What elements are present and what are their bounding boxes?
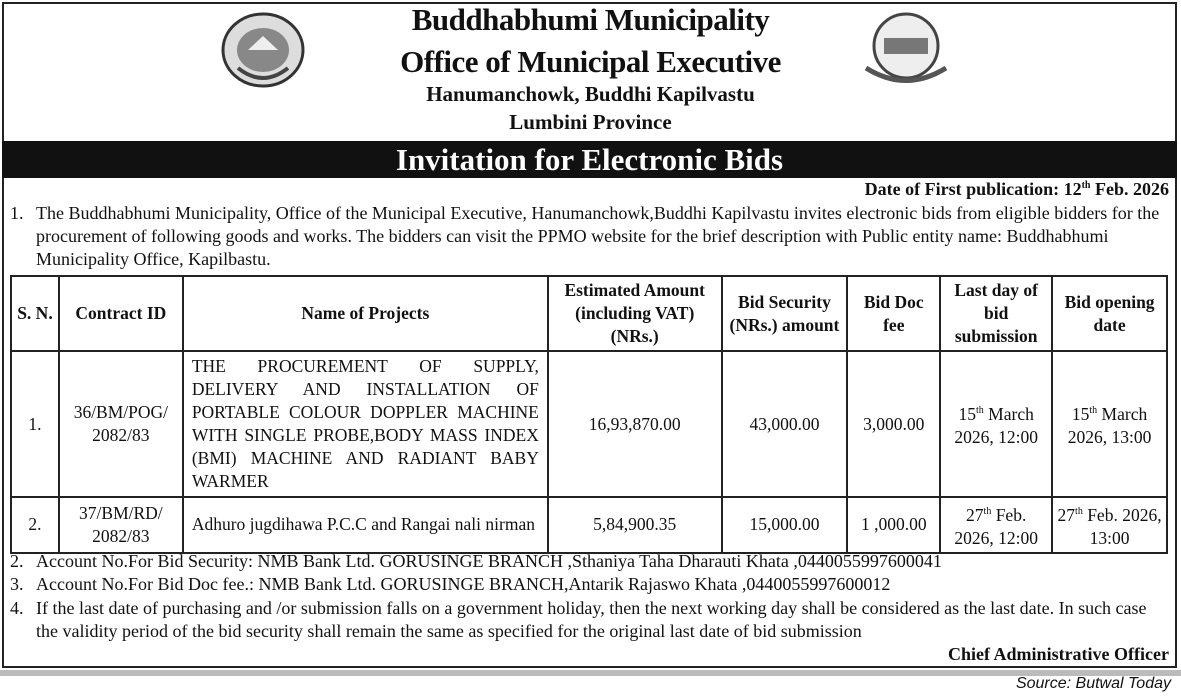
- date-label: Date of First publication: 12: [864, 179, 1082, 199]
- date-rest: Feb. 2026: [1090, 179, 1169, 199]
- sup: th: [1075, 506, 1083, 517]
- paragraph-1: [10, 202, 1170, 271]
- note-4: [10, 597, 1172, 643]
- rest: March 2026, 13:00: [1067, 403, 1152, 447]
- note-number: 3.: [10, 574, 24, 594]
- rest: Feb. 2026, 12:00: [954, 504, 1038, 548]
- cell-security: 43,000.00: [722, 351, 848, 497]
- cell-opening-date: [1052, 351, 1167, 497]
- cell-contract-id: 37/BM/RD/ 2082/83: [59, 497, 183, 553]
- table-header-row: [11, 276, 1167, 351]
- day: 15: [958, 403, 977, 424]
- source-credit: Source: Butwal Today: [1015, 675, 1171, 692]
- rest: March 2026, 12:00: [954, 403, 1038, 447]
- col-opening-date: Bid opening date: [1052, 276, 1167, 351]
- org-name: Buddhabhumi Municipality: [411, 2, 770, 37]
- cell-project-name: Adhuro jugdihawa P.C.C and Rangai nali nirman: [183, 497, 548, 553]
- cell-last-day: [940, 497, 1052, 553]
- cell-sn: 1.: [11, 351, 59, 497]
- notice-title: Invitation for Electronic Bids: [2, 141, 1177, 178]
- cell-fee: 3,000.00: [847, 351, 940, 497]
- col-estimated-amount: Estimated Amount (including VAT) (NRs.): [548, 276, 722, 351]
- office-name: Office of Municipal Executive: [400, 44, 781, 79]
- col-last-day: Last day of bid submission: [940, 276, 1052, 351]
- note-text: Account No.For Bid Doc fee.: NMB Bank Ltd. GORUSINGE BRANCH,Antarik Rajaswo Khata ,0440055997600012: [36, 574, 891, 594]
- para-number: 1.: [10, 203, 24, 223]
- cell-amount: 5,84,900.35: [548, 497, 722, 553]
- day: 27: [966, 504, 984, 525]
- cell-contract-id: 36/BM/POG/ 2082/83: [59, 351, 183, 497]
- note-text: Account No.For Bid Security: NMB Bank Ltd. GORUSINGE BRANCH ,Sthaniya Taha Dharauti Khata ,0440055997600041: [36, 551, 942, 571]
- signature: Chief Administrative Officer: [948, 644, 1169, 664]
- note-2: [10, 550, 1170, 573]
- sup: th: [983, 506, 992, 517]
- col-bid-doc-fee: Bid Doc fee: [847, 276, 940, 351]
- bids-table: [10, 275, 1168, 554]
- sup: th: [976, 405, 984, 417]
- col-bid-security: Bid Security (NRs.) amount: [722, 276, 848, 351]
- col-sn: S. N.: [11, 276, 59, 351]
- table-row: [11, 497, 1167, 553]
- rest: Feb. 2026, 13:00: [1082, 504, 1162, 548]
- cell-project-name: THE PROCUREMENT OF SUPPLY, DELIVERY AND INSTALLATION OF PORTABLE COLOUR DOPPLER MACHINE WITH SINGLE PROBE,BODY MASS INDEX (BMI) MACHINE AND RADIANT BABY WARMER: [183, 351, 548, 497]
- note-text: If the last date of purchasing and /or submission falls on a government holiday, then the next working day shall be considered as the last date. In such case the validity period of the bid security shall remain the same as specified for the original last date of bid submission: [36, 598, 1147, 641]
- cell-opening-date: [1052, 497, 1167, 553]
- day: 15: [1071, 403, 1090, 424]
- publication-date: [865, 179, 1169, 200]
- cell-sn: 2.: [11, 497, 59, 553]
- cell-last-day: [940, 351, 1052, 497]
- cell-fee: 1 ,000.00: [847, 497, 940, 553]
- province: Lumbini Province: [509, 110, 672, 134]
- address: Hanumanchowk, Buddhi Kapilvastu: [426, 82, 755, 106]
- bottom-rule: [0, 670, 1181, 676]
- date-sup: th: [1081, 180, 1091, 191]
- col-project-name: Name of Projects: [183, 276, 548, 351]
- note-number: 2.: [10, 551, 24, 571]
- col-contract-id: Contract ID: [59, 276, 183, 351]
- para-text: The Buddhabhumi Municipality, Office of the Municipal Executive, Hanumanchowk,Buddhi Kapilvastu invites electronic bids from eligible bidders for the procurement of following goods and works. The bidders can visit the PPMO website for the brief description with Public entity name: Buddhabhumi Municipality Office, Kapilbastu.: [36, 203, 1160, 269]
- day: 27: [1057, 504, 1076, 525]
- cell-security: 15,000.00: [722, 497, 848, 553]
- note-3: [10, 573, 1170, 596]
- note-number: 4.: [10, 598, 24, 618]
- notice-header: [0, 0, 1181, 138]
- cell-amount: 16,93,870.00: [548, 351, 722, 497]
- sup: th: [1089, 405, 1098, 417]
- table-row: [11, 351, 1167, 497]
